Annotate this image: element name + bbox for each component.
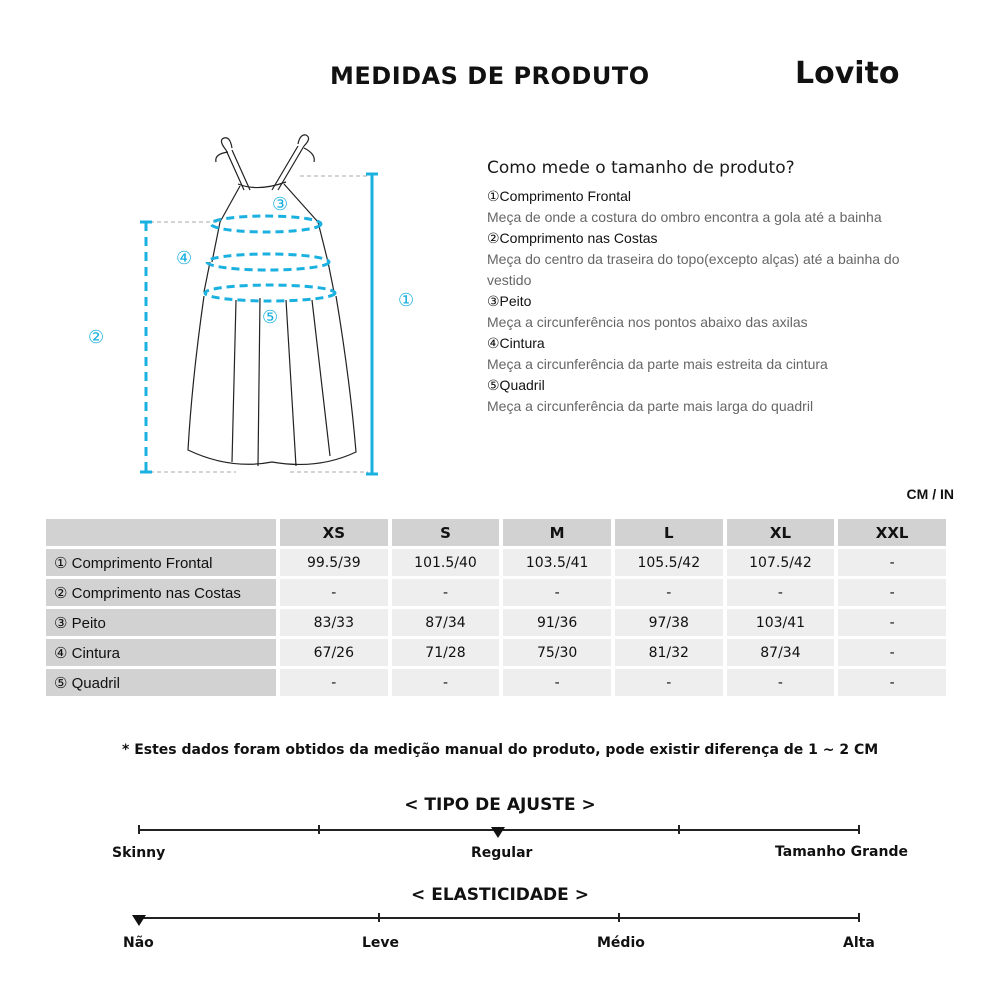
table-cell: -	[280, 579, 388, 606]
elasticity-scale-tick	[858, 913, 860, 922]
fit-scale-tick	[138, 825, 140, 834]
elasticity-label-light: Leve	[362, 935, 400, 951]
row-label: ① Comprimento Frontal	[46, 549, 276, 576]
table-cell: -	[838, 549, 946, 576]
instruction-title: ②Comprimento nas Costas	[487, 230, 658, 246]
table-row	[46, 579, 946, 606]
table-cell: -	[727, 669, 835, 696]
measurement-footnote: * Estes dados foram obtidos da medição manual do produto, pode existir diferença de 1 ~ 2 CM	[122, 742, 879, 758]
instruction-desc: Meça de onde a costura do ombro encontra a gola até a bainha	[487, 209, 882, 225]
table-cell: 87/34	[392, 609, 500, 636]
table-cell: -	[838, 609, 946, 636]
table-row	[46, 549, 946, 576]
dress-bodice	[212, 182, 328, 262]
fit-scale-title: < TIPO DE AJUSTE >	[404, 795, 596, 815]
table-cell: 81/32	[615, 639, 723, 666]
table-cell: 103.5/41	[503, 549, 611, 576]
table-corner	[46, 519, 276, 546]
dress-measurement-diagram	[80, 128, 440, 488]
fit-label-skinny: Skinny	[112, 845, 166, 861]
instructions-heading: Como mede o tamanho de produto?	[487, 158, 795, 178]
table-cell: -	[838, 669, 946, 696]
size-header: L	[615, 519, 723, 546]
brand-logo: Lovito	[795, 56, 900, 91]
table-cell: -	[280, 669, 388, 696]
instruction-desc: Meça a circunferência nos pontos abaixo das axilas	[487, 314, 808, 330]
instruction-desc: Meça a circunferência da parte mais estreita da cintura	[487, 356, 828, 372]
elasticity-scale-tick	[618, 913, 620, 922]
fit-scale	[138, 826, 860, 846]
row-label: ⑤ Quadril	[46, 669, 276, 696]
table-cell: -	[615, 669, 723, 696]
size-header: XL	[727, 519, 835, 546]
instruction-desc: Meça do centro da traseira do topo(excepto alças) até a bainha do vestido	[487, 251, 900, 288]
fit-label-regular: Regular	[471, 845, 533, 861]
table-cell: 83/33	[280, 609, 388, 636]
table-cell: -	[503, 669, 611, 696]
marker-waist: ④	[176, 248, 193, 269]
table-cell: -	[838, 639, 946, 666]
elasticity-scale-tick	[378, 913, 380, 922]
table-cell: -	[838, 579, 946, 606]
size-table	[42, 516, 950, 699]
instruction-desc: Meça a circunferência da parte mais larga do quadril	[487, 398, 814, 414]
fit-scale-tick	[678, 825, 680, 834]
elasticity-selected-marker	[132, 915, 146, 926]
size-header: XS	[280, 519, 388, 546]
dress-straps	[216, 135, 315, 190]
instruction-title: ⑤Quadril	[487, 377, 545, 393]
table-cell: 75/30	[503, 639, 611, 666]
table-cell: 105.5/42	[615, 549, 723, 576]
table-cell: 87/34	[727, 639, 835, 666]
row-label: ② Comprimento nas Costas	[46, 579, 276, 606]
fit-label-oversize: Tamanho Grande	[775, 844, 908, 860]
table-cell: 107.5/42	[727, 549, 835, 576]
row-label: ③ Peito	[46, 609, 276, 636]
elasticity-scale-title: < ELASTICIDADE >	[411, 885, 589, 905]
table-cell: 101.5/40	[392, 549, 500, 576]
table-row	[46, 609, 946, 636]
fit-selected-marker	[491, 827, 505, 838]
table-cell: 103/41	[727, 609, 835, 636]
elasticity-scale	[138, 914, 860, 934]
table-row	[46, 669, 946, 696]
table-cell: 71/28	[392, 639, 500, 666]
table-row	[46, 639, 946, 666]
instruction-title: ①Comprimento Frontal	[487, 188, 632, 204]
row-label: ④ Cintura	[46, 639, 276, 666]
instruction-title: ④Cintura	[487, 335, 545, 351]
table-cell: -	[503, 579, 611, 606]
elasticity-scale-line	[138, 917, 860, 919]
marker-chest: ③	[272, 194, 289, 215]
elasticity-label-none: Não	[123, 935, 154, 951]
dress-skirt	[188, 262, 356, 466]
measurement-instructions	[487, 158, 927, 417]
elasticity-label-medium: Médio	[597, 935, 645, 951]
unit-label: CM / IN	[906, 486, 954, 502]
marker-back-length: ②	[88, 327, 105, 348]
table-cell: -	[615, 579, 723, 606]
fit-scale-tick	[318, 825, 320, 834]
table-cell: 99.5/39	[280, 549, 388, 576]
size-header: M	[503, 519, 611, 546]
table-cell: 91/36	[503, 609, 611, 636]
table-cell: -	[392, 579, 500, 606]
fit-scale-tick	[858, 825, 860, 834]
table-cell: -	[727, 579, 835, 606]
size-header: XXL	[838, 519, 946, 546]
marker-front-length: ①	[398, 290, 415, 311]
marker-hip: ⑤	[262, 307, 279, 328]
table-cell: 97/38	[615, 609, 723, 636]
table-header-row	[46, 519, 946, 546]
table-cell: 67/26	[280, 639, 388, 666]
instruction-title: ③Peito	[487, 293, 532, 309]
table-cell: -	[392, 669, 500, 696]
elasticity-label-high: Alta	[843, 935, 875, 951]
size-header: S	[392, 519, 500, 546]
page-title: MEDIDAS DE PRODUTO	[330, 62, 650, 90]
